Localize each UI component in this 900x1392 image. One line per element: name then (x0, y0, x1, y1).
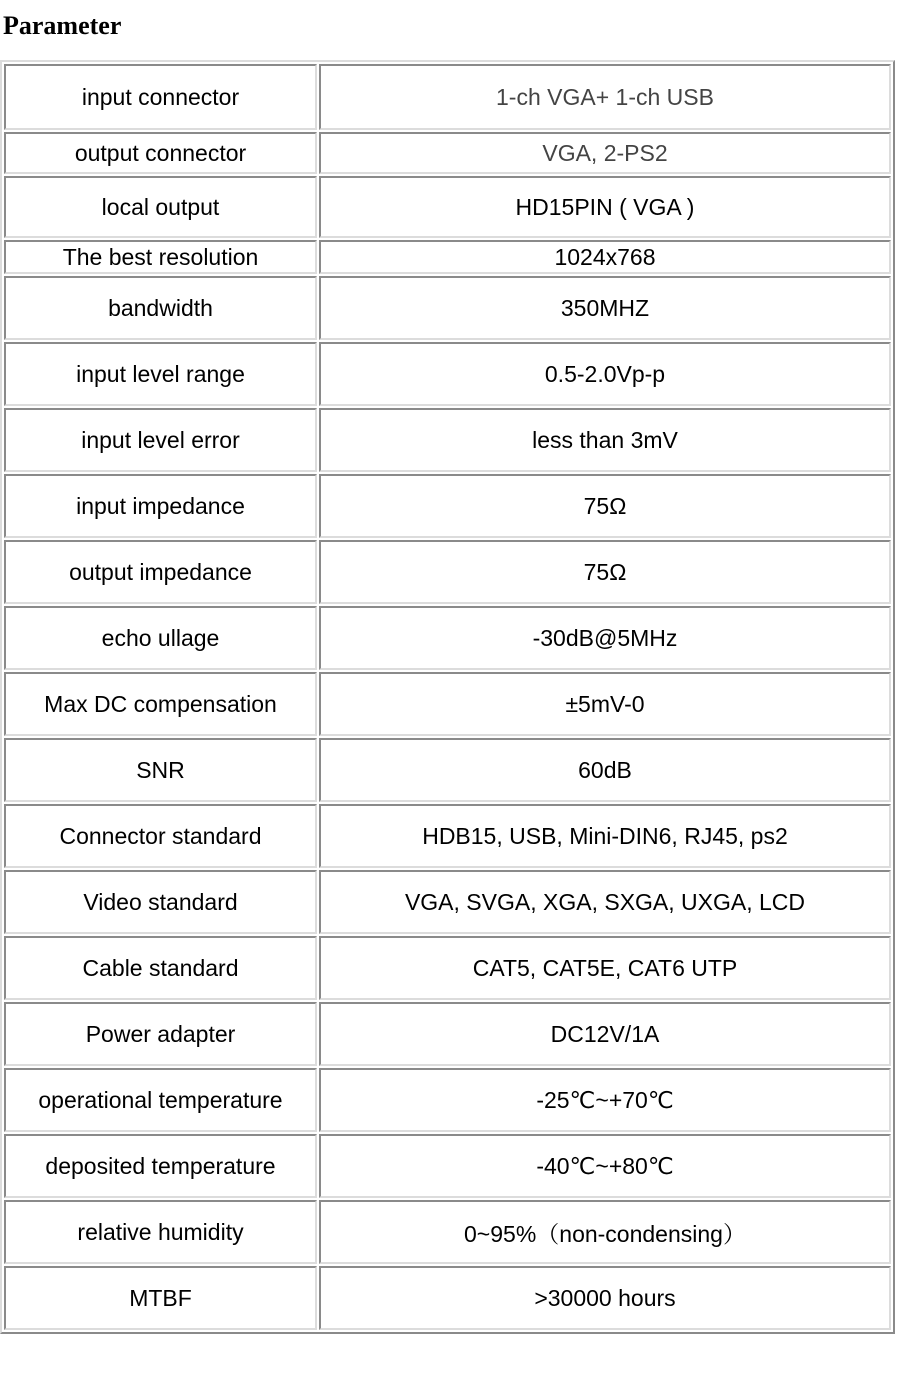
param-label: The best resolution (4, 240, 317, 274)
table-row (4, 276, 891, 340)
table-row (4, 672, 891, 736)
param-label: Power adapter (4, 1002, 317, 1066)
param-label: input level range (4, 342, 317, 406)
param-label: Video standard (4, 870, 317, 934)
param-label: output impedance (4, 540, 317, 604)
table-row (4, 176, 891, 238)
param-value: CAT5, CAT5E, CAT6 UTP (319, 936, 891, 1000)
table-row (4, 474, 891, 538)
param-value: HD15PIN ( VGA ) (319, 176, 891, 238)
param-label: Connector standard (4, 804, 317, 868)
param-value: 0~95%（non-condensing） (319, 1200, 891, 1264)
table-row (4, 240, 891, 274)
table-row (4, 1200, 891, 1264)
page-title: Parameter (3, 11, 122, 40)
param-value: ±5mV-0 (319, 672, 891, 736)
param-label: deposited temperature (4, 1134, 317, 1198)
table-row (4, 1002, 891, 1066)
table-row (4, 936, 891, 1000)
param-value: VGA, SVGA, XGA, SXGA, UXGA, LCD (319, 870, 891, 934)
table-row (4, 64, 891, 130)
table-row (4, 1068, 891, 1132)
param-label: MTBF (4, 1266, 317, 1330)
param-value: VGA, 2-PS2 (319, 132, 891, 174)
param-label: SNR (4, 738, 317, 802)
param-value: -30dB@5MHz (319, 606, 891, 670)
parameter-table (0, 60, 895, 1334)
table-row (4, 540, 891, 604)
param-label: Max DC compensation (4, 672, 317, 736)
table-row (4, 606, 891, 670)
param-label: output connector (4, 132, 317, 174)
param-value: 60dB (319, 738, 891, 802)
param-label: input impedance (4, 474, 317, 538)
table-row (4, 870, 891, 934)
param-value: 0.5-2.0Vp-p (319, 342, 891, 406)
table-row (4, 804, 891, 868)
param-label: operational temperature (4, 1068, 317, 1132)
table-row (4, 738, 891, 802)
param-value: 75Ω (319, 474, 891, 538)
table-row (4, 342, 891, 406)
table-row (4, 1134, 891, 1198)
table-row (4, 408, 891, 472)
param-value: 75Ω (319, 540, 891, 604)
param-label: Cable standard (4, 936, 317, 1000)
param-value: 350MHZ (319, 276, 891, 340)
param-value: HDB15, USB, Mini-DIN6, RJ45, ps2 (319, 804, 891, 868)
param-value: >30000 hours (319, 1266, 891, 1330)
param-value: -40℃~+80℃ (319, 1134, 891, 1198)
param-label: input level error (4, 408, 317, 472)
param-label: local output (4, 176, 317, 238)
param-label: bandwidth (4, 276, 317, 340)
param-value: less than 3mV (319, 408, 891, 472)
param-value: 1-ch VGA+ 1-ch USB (319, 64, 891, 130)
param-label: echo ullage (4, 606, 317, 670)
table-row (4, 132, 891, 174)
table-row (4, 1266, 891, 1330)
param-label: relative humidity (4, 1200, 317, 1264)
param-label: input connector (4, 64, 317, 130)
param-value: 1024x768 (319, 240, 891, 274)
param-value: -25℃~+70℃ (319, 1068, 891, 1132)
param-value: DC12V/1A (319, 1002, 891, 1066)
